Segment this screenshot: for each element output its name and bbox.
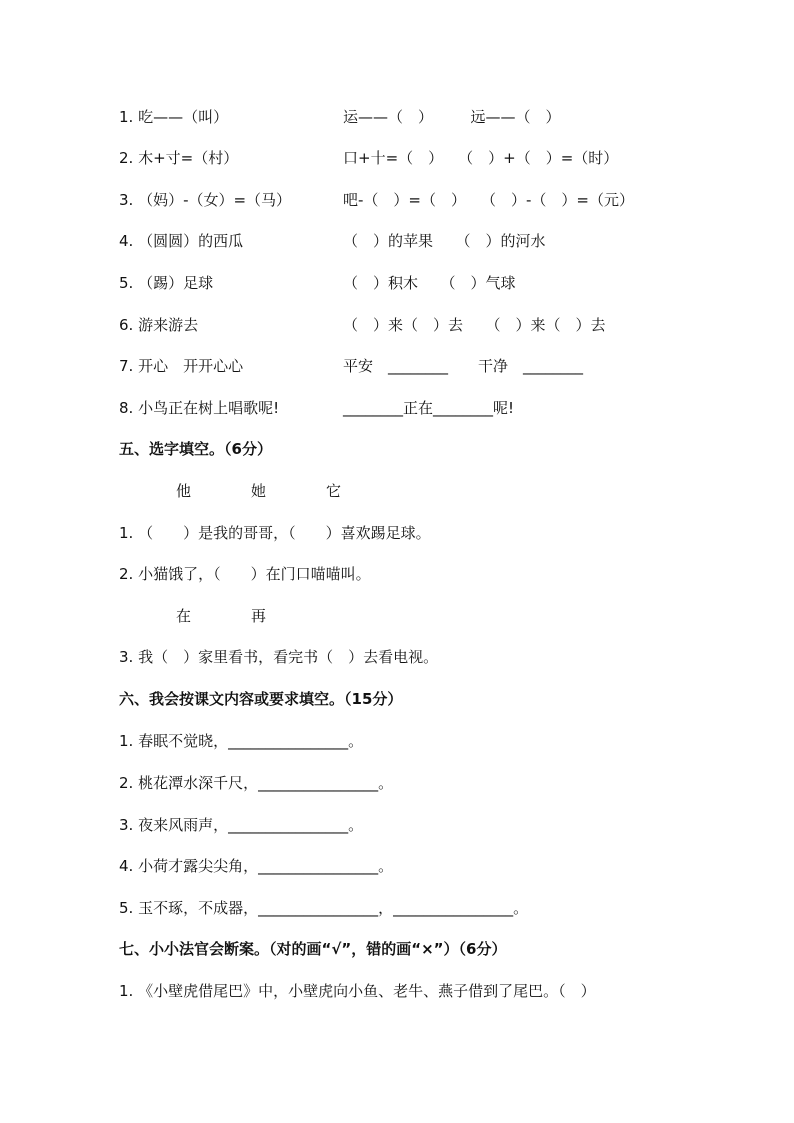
- section6-item1: 1. 春眠不觉晓，________________。: [119, 732, 364, 750]
- section5-q3: 3. 我（ ）家里看书，看完书（ ）去看电视。: [119, 648, 439, 666]
- section7-heading: 七、小小法官会断案。（对的画“√”，错的画“×”）（6分）: [119, 940, 507, 958]
- s4-row4-col1: 4. （圆圆）的西瓜: [119, 232, 244, 250]
- section5-choices-b: 在 再: [176, 607, 267, 625]
- s4-row2-col2: 口+十=（ ） （ ）+（ ）=（时）: [343, 149, 619, 167]
- s4-row1-col2: 运——（ ） 远——（ ）: [343, 108, 561, 126]
- s4-row8-col1: 8. 小鸟正在树上唱歌呢!: [119, 399, 280, 417]
- s4-row2-col1: 2. 木+寸=（村）: [119, 149, 239, 167]
- section7-q1: 1. 《小壁虎借尾巴》中，小壁虎向小鱼、老牛、燕子借到了尾巴。（ ）: [119, 982, 596, 1000]
- section6-item4: 4. 小荷才露尖尖角，________________。: [119, 857, 394, 875]
- s4-row3-col2: 吧-（ ）=（ ） （ ）-（ ）=（元）: [343, 191, 634, 209]
- section5-choices-a: 他 她 它: [176, 482, 342, 500]
- s4-row6-col2: （ ）来（ ）去 （ ）来（ ）去: [343, 316, 606, 334]
- s4-row5-col2: （ ）积木 （ ）气球: [343, 274, 516, 292]
- section6-item2: 2. 桃花潭水深千尺，________________。: [119, 774, 394, 792]
- section5-heading: 五、选字填空。（6分）: [119, 440, 272, 458]
- section6-heading: 六、我会按课文内容或要求填空。（15分）: [119, 690, 403, 708]
- s4-row1-col1: 1. 吃——（叫）: [119, 108, 229, 126]
- s4-row4-col2: （ ）的苹果 （ ）的河水: [343, 232, 546, 250]
- section5-q1: 1. （ ）是我的哥哥，（ ）喜欢踢足球。: [119, 524, 431, 542]
- s4-row3-col1: 3. （妈）-（女）=（马）: [119, 191, 292, 209]
- section6-item5: 5. 玉不琢，不成器，________________，________________。: [119, 899, 529, 917]
- s4-row8-col2: ________正在________呢!: [343, 399, 515, 417]
- s4-row5-col1: 5. （踢）足球: [119, 274, 214, 292]
- s4-row7-col2: 平安 ________ 干净 ________: [343, 357, 584, 375]
- section6-item3: 3. 夜来风雨声，________________。: [119, 816, 364, 834]
- s4-row7-col1: 7. 开心 开开心心: [119, 357, 244, 375]
- s4-row6-col1: 6. 游来游去: [119, 316, 199, 334]
- section5-q2: 2. 小猫饿了，（ ）在门口喵喵叫。: [119, 565, 371, 583]
